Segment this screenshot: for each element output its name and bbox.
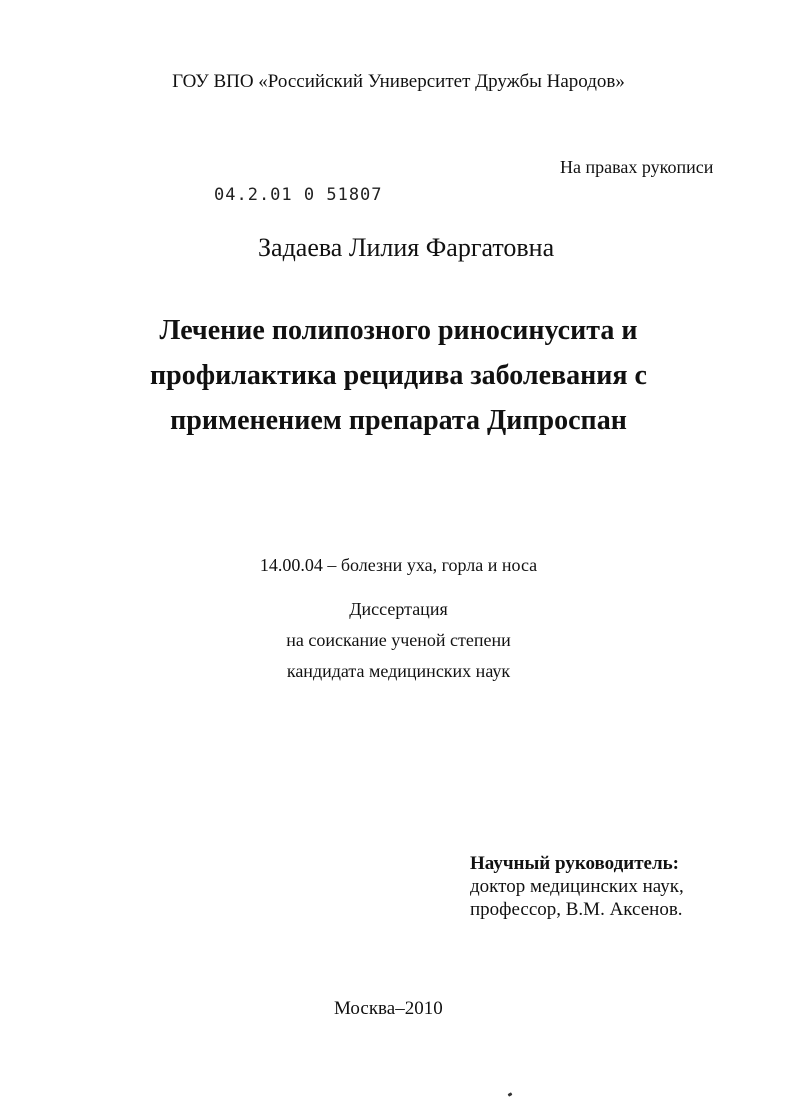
supervisor-block [470,852,684,921]
degree-line: Диссертация [349,599,448,619]
institution-name: ГОУ ВПО «Российский Университет Дружбы Народов» [172,71,625,92]
degree-statement [0,594,797,687]
degree-line: на соискание ученой степени [286,630,511,650]
catalog-number-stamp: 04.2.01 0 51807 [214,185,383,205]
title-line: профилактика рецидива заболевания с [150,360,647,391]
scan-speck [508,1092,513,1097]
city-year: Москва–2010 [334,998,443,1019]
title-line: Лечение полипозного риносинусита и [159,315,638,346]
title-line: применением препарата Дипроспан [170,405,627,436]
supervisor-label: Научный руководитель: [470,853,679,874]
degree-line: кандидата медицинских наук [286,661,511,681]
supervisor-name: профессор, В.М. Аксенов. [470,899,683,920]
specialty-code: 14.00.04 – болезни уха, горла и носа [259,555,538,575]
author-name: Задаева Лилия Фаргатовна [258,233,555,262]
dissertation-title [0,308,797,443]
rights-notice: На правах рукописи [560,157,714,177]
supervisor-degree: доктор медицинских наук, [470,876,684,897]
